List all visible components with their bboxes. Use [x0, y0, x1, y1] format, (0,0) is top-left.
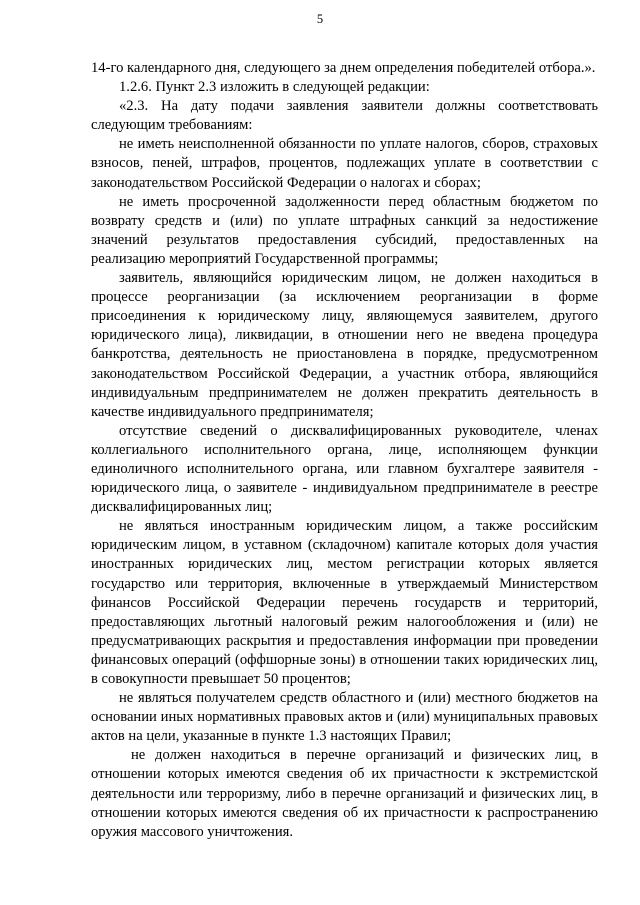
paragraph-10: не должен находиться в перечне организаций и физических лиц, в отношении которых имеются сведения об их причастности к экстремистской деятельности или терроризму, либо в перечне организаций и физических лиц, в отношении которых имеются сведения об их причастности к распространению оружия массового уничтожения. [91, 747, 598, 840]
paragraph-7: отсутствие сведений о дисквалифицированных руководителе, членах коллегиального исполнительного органа, лице, исполняющем функции единоличного исполнительного органа, или главном бухгалтере заявителя - юридического лица, о заявителе - индивидуальном предпринимателе в реестре дисквалифицированных лиц; [91, 422, 598, 516]
paragraph-6: заявитель, являющийся юридическим лицом, не должен находиться в процессе реорганизации (за исключением реорганизации в форме присоединения к юридическому лицу, являющемуся заявителем, другого юридического лица), ликвидации, в отношении него не введена процедура банкротства, деятельность не приостановлена в порядке, предусмотренном законодательством Российской Федерации, а участник отбора, являющийся индивидуальным предпринимателем не должен прекратить деятельность в качестве индивидуального предпринимателя; [91, 270, 598, 420]
paragraph-9: не являться получателем средств областного и (или) местного бюджетов на основании иных нормативных правовых актов и (или) муниципальных правовых актов на цели, указанные в пункте 1.3 настоящих Правил; [91, 690, 598, 745]
paragraph-2: 1.2.6. Пункт 2.3 изложить в следующей редакции: [119, 79, 430, 96]
document-body [91, 59, 598, 842]
paragraph-3: «2.3. На дату подачи заявления заявители должны соответствовать следующим требованиям: [91, 98, 598, 134]
paragraph-4: не иметь неисполненной обязанности по уплате налогов, сборов, страховых взносов, пеней, штрафов, процентов, подлежащих уплате в соответствии с законодательством Российской Федерации о налогах и сборах; [91, 136, 598, 191]
page-number: 5 [316, 12, 324, 26]
paragraph-5: не иметь просроченной задолженности перед областным бюджетом по возврату средств и (или) по уплате штрафных санкций за недостижение значений результатов предоставления субсидий, предоставленных на реализацию мероприятий Государственной программы; [91, 193, 598, 267]
paragraph-8: не являться иностранным юридическим лицом, а также российским юридическим лицом, в уставном (складочном) капитале которых доля участия иностранных юридических лиц, местом регистрации которых является государство или территория, включенные в утверждаемый Министерством финансов Российской Федерации перечень государств и территорий, предоставляющих льготный налоговый режим налогообложения и (или) не предусматривающих раскрытия и предоставления информации при проведении финансовых операций (оффшорные зоны) в отношении таких юридических лиц, в совокупности превышает 50 процентов; [91, 518, 598, 687]
paragraph-1: 14-го календарного дня, следующего за днем определения победителей отбора.». [91, 60, 596, 76]
